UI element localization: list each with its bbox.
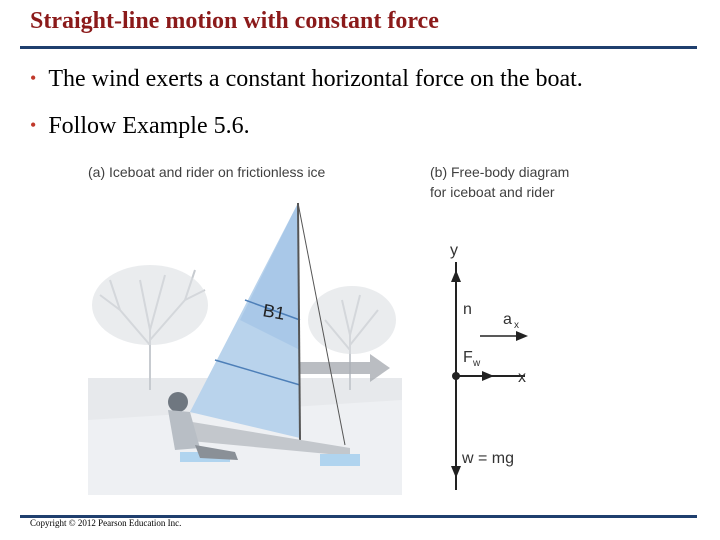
caption-b-line1: (b) Free-body diagram [430, 164, 570, 180]
copyright-text: Copyright © 2012 Pearson Education Inc. [30, 518, 182, 528]
accel-subscript: x [514, 320, 519, 331]
axis-y-label: y [450, 242, 458, 259]
wind-force-subscript: w [473, 358, 481, 369]
sail-label: B1 [261, 300, 287, 324]
wind-arrow-icon [285, 354, 390, 382]
normal-force-label: n [463, 301, 472, 318]
bullet-text: Follow Example 5.6. [48, 113, 250, 139]
slide-title: Straight-line motion with constant force [30, 8, 439, 34]
weight-label: w = mg [462, 450, 515, 467]
caption-b-line2: for iceboat and rider [430, 184, 555, 200]
bullet-dot-icon: • [30, 68, 37, 88]
wind-force-label: F [463, 349, 473, 366]
bullet-text: The wind exerts a constant horizontal force on the boat. [48, 66, 583, 92]
accel-label: a [503, 311, 512, 328]
bullet-dot-icon: • [30, 115, 37, 135]
caption-a: (a) Iceboat and rider on frictionless ice [88, 164, 326, 180]
axis-x-label: x [518, 369, 526, 386]
